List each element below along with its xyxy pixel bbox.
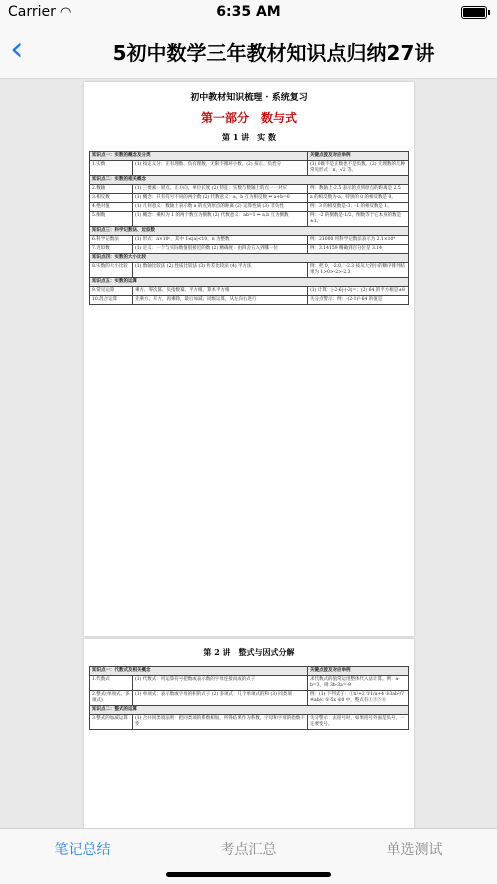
row-example: 例：3.14159 精确到百分位是 3.14	[308, 245, 409, 254]
doc-heading: 初中教材知识梳理 · 系统复习	[190, 93, 308, 103]
row-example: 例：3 的相反数是-3；-1 的相反数是 1。	[308, 203, 409, 212]
status-bar	[0, 0, 497, 24]
battery-icon	[461, 6, 487, 19]
table-row	[90, 236, 409, 245]
table-header-knowledge: 知识点一：实数的概念及分类	[90, 152, 308, 161]
row-topic: 6.科学记数法	[90, 236, 133, 245]
wifi-icon: ◠	[60, 5, 72, 20]
table-header-examples: 关键点拨及对应举例	[308, 667, 409, 676]
row-topic: 4.绝对值	[90, 203, 133, 212]
row-topic: 3.整式的加减运算	[90, 715, 133, 730]
row-content: (1) 单项式：表示数或字母的积的式子 (2) 多项式：几个单项式的和 (3) 同类项	[133, 691, 308, 706]
table-row	[90, 194, 409, 203]
table-row	[90, 706, 409, 715]
row-content: (1) 按定义分：正有理数、负有理数、无限不循环小数。(2) 按正、负性分	[133, 161, 308, 176]
row-example: 例：21000 用科学记数法表示为 2.1×10⁴	[308, 236, 409, 245]
row-content: (1) 概念：乘积为 1 的两个数互为倒数 (2) 代数意义：ab=1 ⇔ a,b 互为倒数	[133, 212, 308, 227]
row-content: (1) 定义：一个与实际数值很接近的数 (2) 精确度：由四舍五入到哪一位	[133, 245, 308, 254]
row-example: 例：数轴上-2.5 表示的点到原点的距离是 2.5	[308, 185, 409, 194]
carrier-label: Carrier	[8, 4, 56, 20]
row-topic: 7.近似数	[90, 245, 133, 254]
table-row	[90, 161, 409, 176]
table-header-examples: 关键点拨及对应举例	[308, 152, 409, 161]
row-content: 先乘方、开方，再乘除，最后加减；同级运算，从左向右进行	[133, 296, 308, 305]
row-content: (1) 合并同类项法则：把同类项的系数相加，所得结果作为系数，字母和字母的指数不变	[133, 715, 308, 730]
table-row	[90, 185, 409, 194]
clock: 6:35 AM	[216, 4, 281, 20]
doc-lesson-title-2: 第 2 讲 整式与因式分解	[203, 647, 295, 657]
row-content: (1) 形式：a×10ⁿ，其中 1≤|a|<10，n 为整数	[133, 236, 308, 245]
table-header-knowledge: 知识点一：代数式及相关概念	[90, 667, 308, 676]
document-viewer[interactable]	[0, 79, 497, 828]
home-indicator	[166, 872, 331, 877]
row-example: (1) 计算：|-2-6|-(-3)=；(2) 64 的平方根是±8	[308, 287, 409, 296]
row-content: (1) 三要素：原点、正方向、单位长度 (2) 特征：实数与数轴上的点一一对应	[133, 185, 308, 194]
tab-single-choice-test[interactable]: 单选测试	[386, 842, 443, 858]
row-example: 例：(1) 下列式子：①x²+2 ②1/a+4 ③3ab²/7 ④ab/c ⑤-5x ⑥0 中，整式有①③⑤⑥	[308, 691, 409, 706]
table-row	[90, 245, 409, 254]
section-header: 知识点五：实数的运算	[90, 278, 409, 287]
row-topic: 8.实数的大小比较	[90, 263, 133, 278]
knowledge-table	[89, 666, 409, 730]
row-example: 失分警示：去括号时，如果括号外面是负号，一定要变号。	[308, 715, 409, 730]
tab-key-points[interactable]: 考点汇总	[220, 842, 277, 858]
row-topic: 5.倒数	[90, 212, 133, 227]
navigation-bar	[0, 24, 497, 79]
table-row	[90, 676, 409, 691]
table-row	[90, 287, 409, 296]
row-content: (1) 概念：只有符号不同的两个数 (2) 代数意义：a、b 互为相反数 ⇔ a+b=0	[133, 194, 308, 203]
row-content: (1) 几何意义：数轴上表示数 a 的点到原点的距离 (2) 运算性质 (3) 非负性	[133, 203, 308, 212]
section-header: 知识点四：实数的大小比较	[90, 254, 409, 263]
row-topic: 1.实数	[90, 161, 133, 176]
row-topic: 2.数轴	[90, 185, 133, 194]
row-content: (1) 数轴比较法 (2) 性质比较法 (3) 作差比较法 (4) 平方法	[133, 263, 308, 278]
table-row	[90, 212, 409, 227]
row-example: 例：把 0，-2.0，-2.3 按从大到小的顺序排列结果为 1>0>-2>-2.3	[308, 263, 409, 278]
page-title: 5初中数学三年教材知识点归纳27讲	[112, 41, 435, 65]
doc-lesson-title: 第 1 讲 实 数	[222, 132, 276, 142]
row-topic: 2.整式(单项式、多项式)	[90, 691, 133, 706]
table-row	[90, 254, 409, 263]
section-header: 知识点二：整式的运算	[90, 706, 409, 715]
section-header: 知识点二：实数的相关概念	[90, 176, 409, 185]
table-row	[90, 203, 409, 212]
row-content: 乘方、零次幂、负指数幂、平方根、算术平方根	[133, 287, 308, 296]
row-topic: 10.混合运算	[90, 296, 133, 305]
row-topic: 9.常见运算	[90, 287, 133, 296]
table-row	[90, 278, 409, 287]
document-page	[84, 639, 414, 828]
row-example: (1) 0既不是正数也不是负数。(2) 无理数的几种常见形式：π、√2 等。	[308, 161, 409, 176]
row-example: 失分点警示：例：-(2-1)²-64 的值是	[308, 296, 409, 305]
row-topic: 1.代数式	[90, 676, 133, 691]
section-header: 知识点三：科学记数法、近似数	[90, 227, 409, 236]
document-page	[84, 82, 414, 636]
row-content: (1) 代数式：用运算符号把数或表示数的字母连接而成的式子	[133, 676, 308, 691]
table-row	[90, 691, 409, 706]
table-row	[90, 263, 409, 278]
doc-part-title: 第一部分 数与式	[200, 111, 297, 125]
row-example: 求代数式的值常运用整体代入法计算。例：a-b=3，则 3b-3a=-9	[308, 676, 409, 691]
back-chevron-icon[interactable]: ‹	[10, 29, 24, 69]
table-row	[90, 296, 409, 305]
table-row	[90, 715, 409, 730]
row-example: 例：-2 的倒数是-1/2，倒数等于它本身的数是 ±1。	[308, 212, 409, 227]
table-row	[90, 176, 409, 185]
row-topic: 3.相反数	[90, 194, 133, 203]
table-row	[90, 227, 409, 236]
knowledge-table	[89, 151, 409, 305]
tab-notes[interactable]: 笔记总结	[54, 842, 111, 858]
row-example: a 的相反数为-a，特别的 0 的相反数是 0。	[308, 194, 409, 203]
